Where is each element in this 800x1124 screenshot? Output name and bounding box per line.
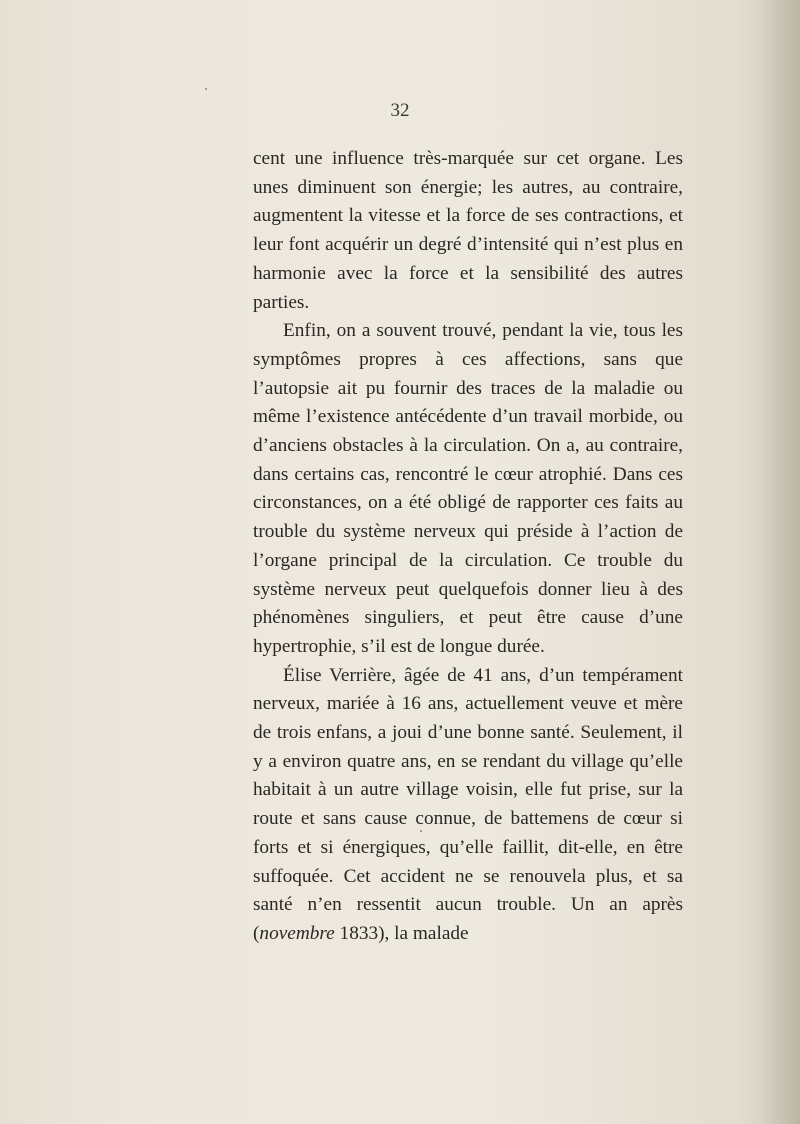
paragraph-2: Enfin, on a souvent trouvé, pendant la vie, tous les symptômes propres à ces affections, sans que l’autopsie ait pu fournir des traces de la maladie ou même l’existence antécédente d’un travail morbide, ou d’anciens obstacles à la circulation. On a, au contraire, dans certains cas, rencontré le cœur atrophié. Dans ces circonstances, on a été obligé de rapporter ces faits au trouble du système nerveux qui préside à l’action de l’organe principal de la circulation. Ce trouble du système nerveux peut quelquefois donner lieu à des phénomènes singuliers, et peut être cause d’une hypertrophie, s’il est de longue durée. [253,320,683,657]
paragraph-3 [253,662,683,949]
paragraph-3-end: 1833), la malade [334,922,469,944]
page-edge-shadow [760,0,800,1124]
paragraph-3-text: Élise Verrière, âgée de 41 ans, d’un tempérament nerveux, mariée à 16 ans, actuellement veuve et mère de trois enfans, a joui d’une bonne santé. Seulement, il y a environ quatre ans, en se rendant du village qu’elle habitait à un autre village voisin, elle fut prise, sur la route et sans cause connue, de battemens de cœur si forts et si énergiques, qu’elle faillit, dit-elle, en être suffoquée. Cet accident ne se renouvela plus, et sa santé n’en ressentit aucun trouble. Un an après ( [253,664,683,944]
paper-speck [205,88,207,90]
body-text [253,145,683,949]
paper-speck [420,830,422,832]
paragraph-3-italic: novembre [259,922,335,944]
paragraph-1: cent une influence très-marquée sur cet organe. Les unes diminuent son énergie; les autres, au contraire, augmentent la vitesse et la force de ses contractions, et leur font acquérir un degré d’intensité qui n’est plus en harmonie avec la force et la sensibilité des autres parties. [253,148,683,313]
page-number: 32 [390,100,410,121]
